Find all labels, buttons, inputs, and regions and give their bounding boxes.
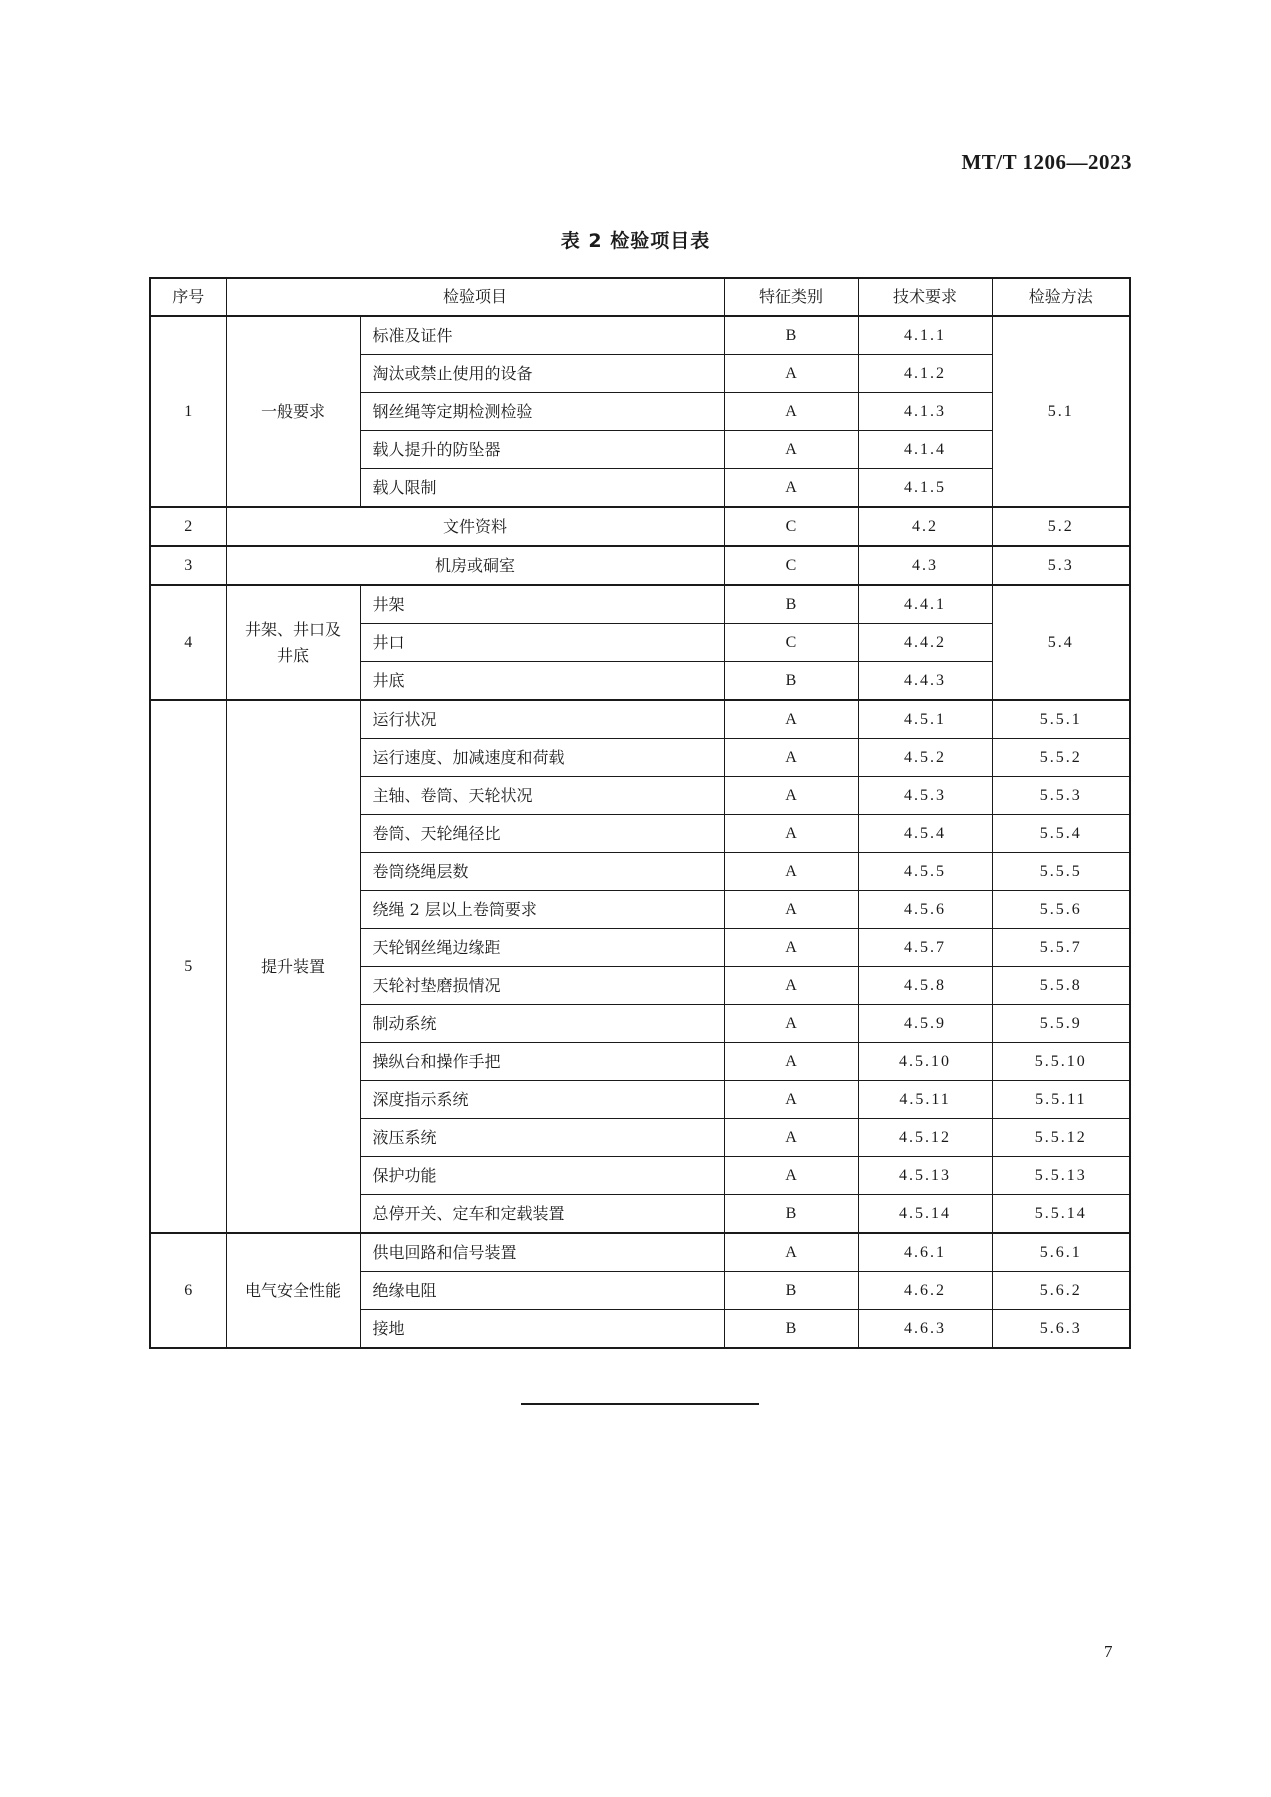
sub-item-name: 井口 [360, 624, 724, 662]
category-cell: A [724, 1043, 858, 1081]
category-cell: A [724, 929, 858, 967]
method-cell: 5.5.11 [992, 1081, 1130, 1119]
category-cell: B [724, 585, 858, 624]
sub-item-name: 深度指示系统 [360, 1081, 724, 1119]
method-cell: 5.5.3 [992, 777, 1130, 815]
tech-req-cell: 4.3 [858, 546, 992, 585]
category-cell: C [724, 624, 858, 662]
method-cell: 5.5.14 [992, 1195, 1130, 1234]
table-row [150, 316, 1130, 355]
tech-req-cell: 4.5.13 [858, 1157, 992, 1195]
tech-req-cell: 4.5.8 [858, 967, 992, 1005]
group-name-line-2: 井底 [276, 645, 309, 665]
method-cell: 5.5.7 [992, 929, 1130, 967]
category-cell: C [724, 507, 858, 546]
group-no: 6 [150, 1233, 226, 1348]
category-cell: B [724, 1310, 858, 1349]
sub-item-name: 标准及证件 [360, 316, 724, 355]
group-name-line-1: 井架、井口及 [244, 619, 341, 639]
sub-item-name: 天轮钢丝绳边缘距 [360, 929, 724, 967]
sub-item-name: 接地 [360, 1310, 724, 1349]
method-cell: 5.3 [992, 546, 1130, 585]
group-name: 提升装置 [226, 700, 360, 1233]
category-cell: A [724, 700, 858, 739]
group-name: 一般要求 [226, 316, 360, 507]
group-no: 1 [150, 316, 226, 507]
inspection-items-table [149, 277, 1131, 1349]
method-cell: 5.5.13 [992, 1157, 1130, 1195]
tech-req-cell: 4.2 [858, 507, 992, 546]
tech-req-cell: 4.6.3 [858, 1310, 992, 1349]
sub-item-name: 液压系统 [360, 1119, 724, 1157]
category-cell: A [724, 891, 858, 929]
category-cell: A [724, 777, 858, 815]
document-code: MT/T 1206—2023 [961, 150, 1132, 174]
table-header-row [150, 278, 1130, 316]
category-cell: A [724, 739, 858, 777]
method-cell: 5.2 [992, 507, 1130, 546]
method-cell: 5.5.6 [992, 891, 1130, 929]
tech-req-cell: 4.5.3 [858, 777, 992, 815]
header-category: 特征类别 [724, 278, 858, 316]
tech-req-cell: 4.5.12 [858, 1119, 992, 1157]
tech-req-cell: 4.4.3 [858, 662, 992, 701]
tech-req-cell: 4.5.5 [858, 853, 992, 891]
category-cell: B [724, 1195, 858, 1234]
sub-item-name: 载人提升的防坠器 [360, 431, 724, 469]
tech-req-cell: 4.5.9 [858, 1005, 992, 1043]
method-cell: 5.5.5 [992, 853, 1130, 891]
header-item: 检验项目 [226, 278, 724, 316]
sub-item-name: 保护功能 [360, 1157, 724, 1195]
tech-req-cell: 4.4.1 [858, 585, 992, 624]
tech-req-cell: 4.5.11 [858, 1081, 992, 1119]
tech-req-cell: 4.5.1 [858, 700, 992, 739]
method-cell: 5.5.4 [992, 815, 1130, 853]
sub-item-name: 供电回路和信号装置 [360, 1233, 724, 1272]
category-cell: A [724, 853, 858, 891]
method-cell: 5.1 [992, 316, 1130, 507]
page-number: 7 [1104, 1642, 1113, 1661]
sub-item-name: 卷筒绕绳层数 [360, 853, 724, 891]
tech-req-cell: 4.1.1 [858, 316, 992, 355]
method-cell: 5.5.12 [992, 1119, 1130, 1157]
category-cell: B [724, 316, 858, 355]
sub-item-name: 钢丝绳等定期检测检验 [360, 393, 724, 431]
table-row [150, 700, 1130, 739]
tech-req-cell: 4.1.2 [858, 355, 992, 393]
group-no: 4 [150, 585, 226, 700]
method-cell: 5.6.3 [992, 1310, 1130, 1349]
method-cell: 5.5.2 [992, 739, 1130, 777]
method-cell: 5.5.9 [992, 1005, 1130, 1043]
category-cell: C [724, 546, 858, 585]
tech-req-cell: 4.5.10 [858, 1043, 992, 1081]
group-no: 5 [150, 700, 226, 1233]
category-cell: A [724, 469, 858, 508]
method-cell: 5.5.1 [992, 700, 1130, 739]
group-name: 文件资料 [226, 507, 724, 546]
category-cell: A [724, 393, 858, 431]
category-cell: A [724, 1005, 858, 1043]
tech-req-cell: 4.5.4 [858, 815, 992, 853]
end-of-table-rule [521, 1403, 759, 1405]
tech-req-cell: 4.1.3 [858, 393, 992, 431]
sub-item-name: 运行状况 [360, 700, 724, 739]
sub-item-name: 卷筒、天轮绳径比 [360, 815, 724, 853]
sub-item-name: 淘汰或禁止使用的设备 [360, 355, 724, 393]
sub-item-name: 绝缘电阻 [360, 1272, 724, 1310]
table-row [150, 1233, 1130, 1272]
category-cell: A [724, 1233, 858, 1272]
sub-item-name: 绕绳 2 层以上卷筒要求 [360, 891, 724, 929]
tech-req-cell: 4.5.7 [858, 929, 992, 967]
tech-req-cell: 4.1.5 [858, 469, 992, 508]
method-cell: 5.5.8 [992, 967, 1130, 1005]
sub-item-name: 天轮衬垫磨损情况 [360, 967, 724, 1005]
table-row [150, 585, 1130, 624]
category-cell: A [724, 1157, 858, 1195]
category-cell: A [724, 431, 858, 469]
category-cell: A [724, 967, 858, 1005]
group-name: 机房或硐室 [226, 546, 724, 585]
group-no: 3 [150, 546, 226, 585]
tech-req-cell: 4.6.1 [858, 1233, 992, 1272]
sub-item-name: 井底 [360, 662, 724, 701]
tech-req-cell: 4.5.14 [858, 1195, 992, 1234]
header-no: 序号 [150, 278, 226, 316]
sub-item-name: 运行速度、加减速度和荷载 [360, 739, 724, 777]
method-cell: 5.6.1 [992, 1233, 1130, 1272]
sub-item-name: 井架 [360, 585, 724, 624]
category-cell: A [724, 815, 858, 853]
sub-item-name: 操纵台和操作手把 [360, 1043, 724, 1081]
method-cell: 5.5.10 [992, 1043, 1130, 1081]
group-name [226, 585, 360, 700]
table-row [150, 546, 1130, 585]
group-no: 2 [150, 507, 226, 546]
group-name: 电气安全性能 [226, 1233, 360, 1348]
sub-item-name: 载人限制 [360, 469, 724, 508]
table-row [150, 507, 1130, 546]
sub-item-name: 制动系统 [360, 1005, 724, 1043]
category-cell: A [724, 1081, 858, 1119]
method-cell: 5.6.2 [992, 1272, 1130, 1310]
category-cell: B [724, 1272, 858, 1310]
header-tech-req: 技术要求 [858, 278, 992, 316]
category-cell: A [724, 1119, 858, 1157]
method-cell: 5.4 [992, 585, 1130, 700]
tech-req-cell: 4.5.2 [858, 739, 992, 777]
table-title: 表 2 检验项目表 [560, 230, 711, 252]
tech-req-cell: 4.6.2 [858, 1272, 992, 1310]
tech-req-cell: 4.4.2 [858, 624, 992, 662]
sub-item-name: 总停开关、定车和定载装置 [360, 1195, 724, 1234]
header-method: 检验方法 [992, 278, 1130, 316]
category-cell: A [724, 355, 858, 393]
category-cell: B [724, 662, 858, 701]
tech-req-cell: 4.5.6 [858, 891, 992, 929]
sub-item-name: 主轴、卷筒、天轮状况 [360, 777, 724, 815]
tech-req-cell: 4.1.4 [858, 431, 992, 469]
